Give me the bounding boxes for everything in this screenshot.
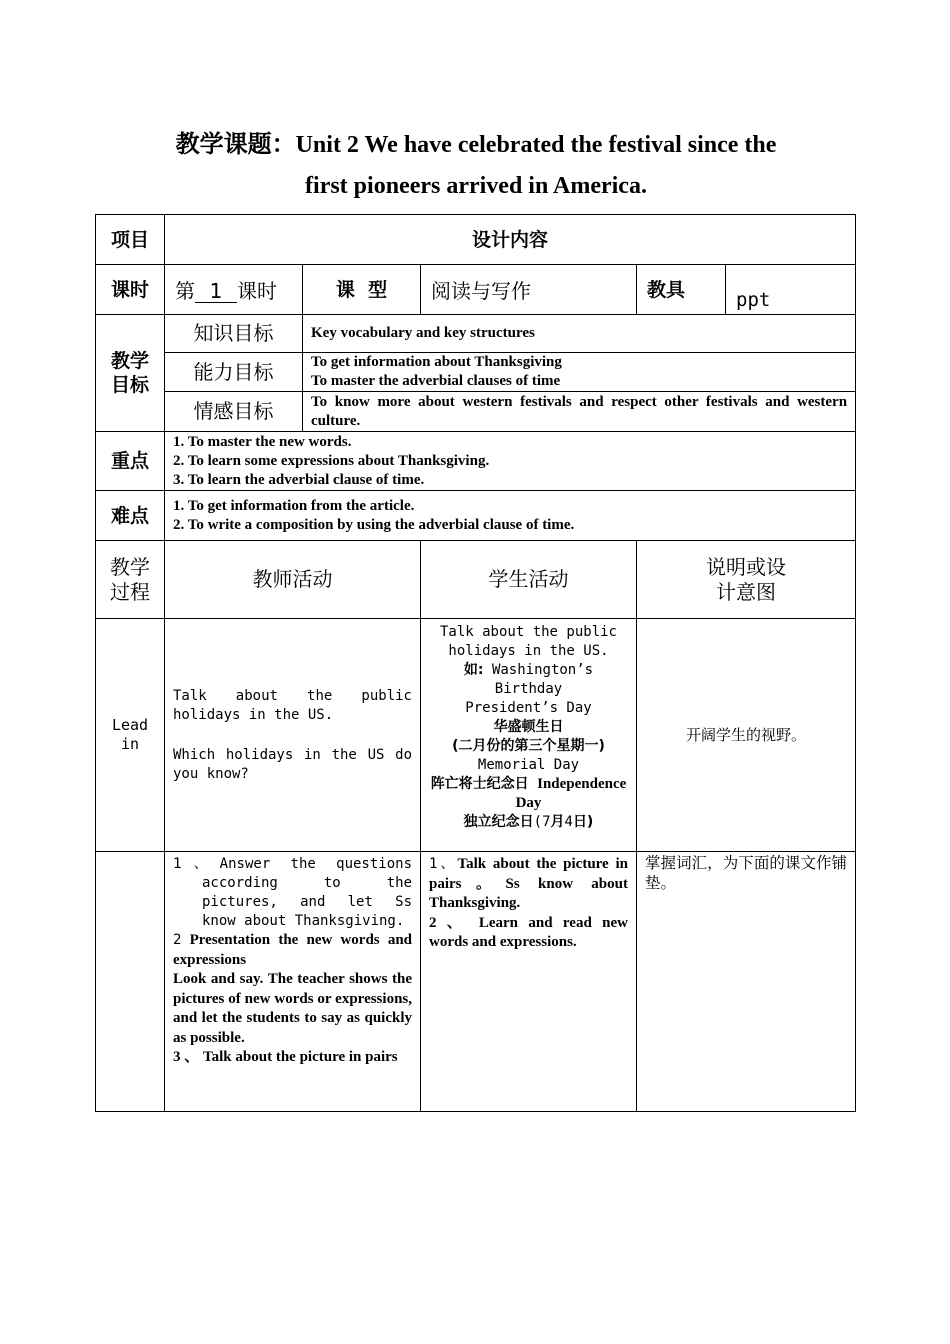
- objectives-label: [96, 315, 165, 432]
- process-label: [96, 541, 165, 619]
- objective-emotion-text: To know more about western festivals and respect other festivals and western culture.: [303, 392, 856, 432]
- teacher-step-3: 3 、 Talk about the picture in pairs: [173, 1049, 398, 1065]
- difficulty-1: 1. To get information from the article.: [173, 497, 415, 514]
- key-point-2: 2. To learn some expressions about Thanksgiving.: [173, 452, 490, 469]
- h1-alt: President’s Day: [465, 700, 592, 716]
- teacher-step-2-text: Look and say. The teacher shows the pictures of new words or expressions, and let the students to say as quickly as possible.: [173, 971, 412, 1046]
- presentation-row: [96, 852, 856, 1112]
- page-title-line2: first pioneers arrived in America.: [305, 173, 647, 199]
- lead-in-teacher-p2: Which holidays in the US do you know?: [173, 746, 412, 782]
- key-point-1: 1. To master the new words.: [173, 433, 352, 450]
- student-step-1-num: 1、: [429, 856, 458, 872]
- period-number: 1: [195, 280, 237, 303]
- lesson-info-row: [96, 265, 856, 315]
- teacher-step-2-title: Presentation the new words and expressions: [173, 932, 412, 968]
- objectives-label-text: 教学目标: [110, 350, 149, 396]
- objective-ability-line2: To master the adverbial clauses of time: [311, 373, 561, 389]
- objective-ability-line1: To get information about Thanksgiving: [311, 354, 562, 370]
- h1-cn: 华盛顿生日: [493, 719, 564, 735]
- h2-en: Memorial Day: [477, 757, 580, 773]
- title-text-1: Unit 2 We have celebrated the festival since the: [295, 132, 777, 158]
- objective-row-3: [96, 392, 856, 432]
- header-content: 设计内容: [165, 215, 856, 265]
- lead-in-purpose: 开阔学生的视野。: [637, 619, 856, 852]
- presentation-purpose: 掌握词汇，为下面的课文作铺垫。: [637, 852, 856, 1112]
- objective-knowledge-label: 知识目标: [165, 315, 303, 353]
- student-activity-header: 学生活动: [421, 541, 637, 619]
- header-row: [96, 215, 856, 265]
- title-label: 教学课题：: [175, 130, 296, 158]
- lead-in-stage: [96, 619, 165, 852]
- lead-in-student-h1: [427, 661, 630, 699]
- lesson-label: 课时: [96, 265, 165, 315]
- h3-date-close: 日): [572, 814, 594, 830]
- key-points-row: [96, 432, 856, 491]
- tools-value: ppt: [726, 265, 856, 315]
- teacher-activity-header: 教师活动: [165, 541, 421, 619]
- teacher-step-2: [173, 931, 412, 970]
- teacher-step-1-num: 1、: [173, 856, 220, 872]
- objective-emotion-label: 情感目标: [165, 392, 303, 432]
- type-label: 课 型: [303, 265, 421, 315]
- h1-en: Washington’s Birthday: [491, 662, 594, 697]
- student-step-1-text: Talk about the picture in pairs。Ss know about Thanksgiving.: [429, 856, 628, 911]
- lead-in-student-intro: Talk about the public holidays in the US.: [439, 624, 617, 659]
- teacher-step-1: [173, 855, 412, 931]
- process-header-row: [96, 541, 856, 619]
- header-item: 项目: [96, 215, 165, 265]
- difficulties-row: [96, 491, 856, 541]
- purpose-header-text: 说明或设计意图: [706, 554, 787, 604]
- key-points-content: [165, 432, 856, 491]
- h3-date-day: 4: [564, 814, 573, 830]
- key-point-3: 3. To learn the adverbial clause of time.: [173, 471, 425, 488]
- objective-ability-text: [303, 353, 856, 392]
- lead-in-stage-text: Lead in: [111, 716, 149, 753]
- process-label-text: 教学过程: [110, 554, 150, 604]
- lead-in-teacher-gap: [173, 725, 412, 746]
- lead-in-student: [421, 619, 637, 852]
- lead-in-teacher: [165, 619, 421, 852]
- lead-in-row: [96, 619, 856, 852]
- h1-note: (二月份的第三个星期一): [452, 738, 605, 754]
- difficulty-2: 2. To write a composition by using the adverbial clause of time.: [173, 516, 575, 533]
- period-suffix: 课时: [237, 279, 277, 303]
- teacher-step-1-text: Answer the questions according to the pictures, and let Ss know about Thanksgiving.: [202, 856, 412, 929]
- objective-row-2: [96, 353, 856, 392]
- presentation-teacher: [165, 852, 421, 1112]
- h3-en: Independence Day: [515, 776, 627, 811]
- student-step-1: [429, 855, 628, 914]
- lead-in-teacher-p1: Talk about the public holidays in the US.: [173, 687, 412, 723]
- teacher-step-2-num: 2: [173, 932, 182, 948]
- h2-cn: 阵亡将士纪念日: [430, 776, 529, 792]
- key-points-label: 重点: [96, 432, 165, 491]
- eg-label: 如:: [463, 662, 484, 678]
- tools-label: 教具: [637, 265, 726, 315]
- difficulties-content: [165, 491, 856, 541]
- difficulties-label: 难点: [96, 491, 165, 541]
- purpose-header: [637, 541, 856, 619]
- h3-date-month: 月: [550, 814, 565, 830]
- lead-in-student-h2-line: [427, 775, 630, 813]
- objective-knowledge-text: Key vocabulary and key structures: [303, 315, 856, 353]
- presentation-student: [421, 852, 637, 1112]
- h3-cn: 独立纪念日: [463, 814, 534, 830]
- type-value: 阅读与写作: [421, 265, 637, 315]
- student-step-2: 2 、 Learn and read new words and expressions.: [429, 914, 628, 950]
- lead-in-student-h3-line: [427, 813, 630, 832]
- period-cell: [165, 265, 303, 315]
- objective-row-1: [96, 315, 856, 353]
- h3-date-open: (7: [533, 814, 551, 830]
- period-prefix: 第: [175, 279, 195, 303]
- page-title-line1: [96, 124, 856, 159]
- presentation-stage: [96, 852, 165, 1112]
- objective-ability-label: 能力目标: [165, 353, 303, 392]
- lesson-plan-table: [95, 214, 856, 1112]
